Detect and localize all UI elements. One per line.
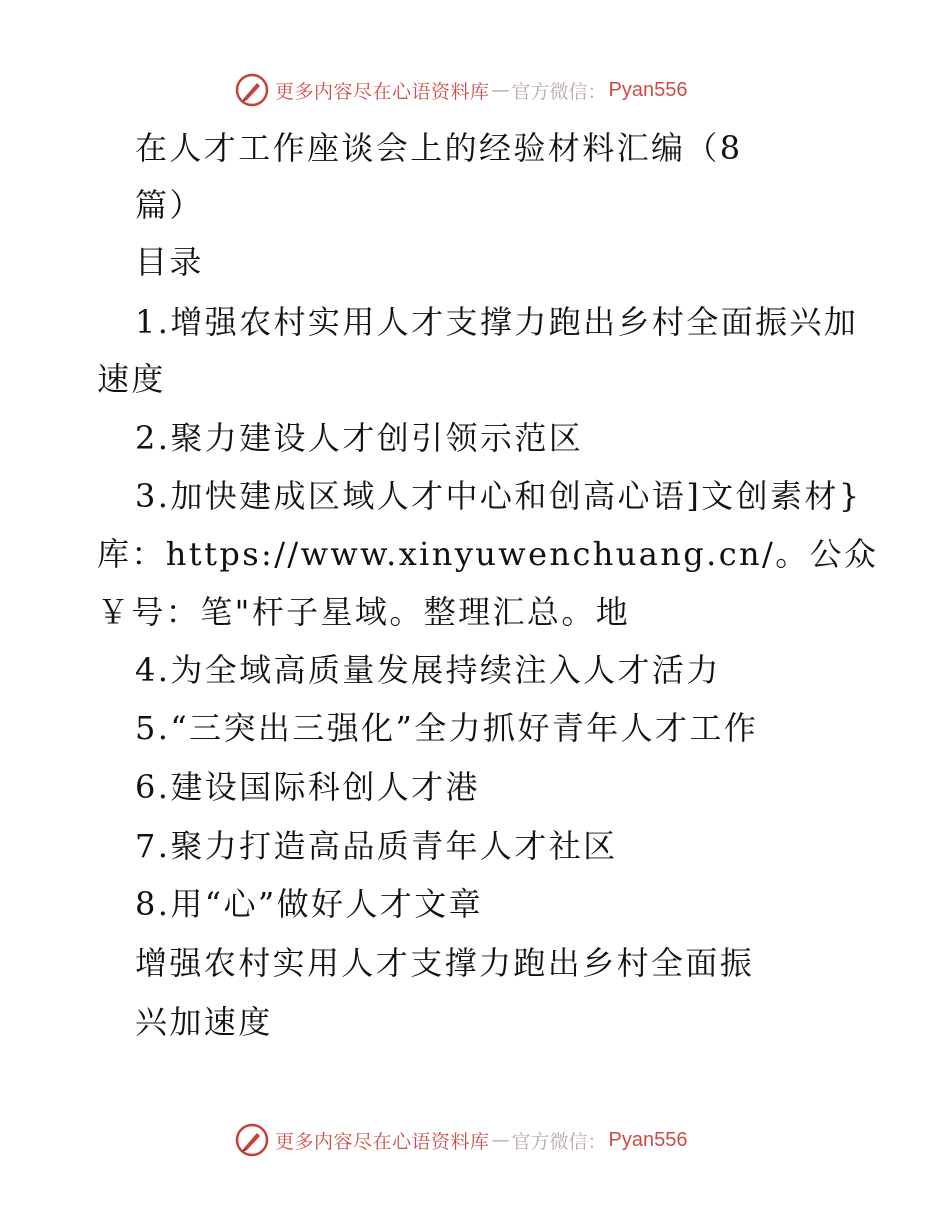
toc-item: 5.“三突出三强化”全力抓好青年人才工作: [135, 709, 759, 747]
separator: —: [491, 79, 510, 101]
wechat-label: 官方微信：: [511, 80, 607, 103]
document-title: 在人才工作座谈会上的经验材料汇编（8: [135, 129, 743, 167]
wechat-id: Pyan556: [608, 1128, 688, 1151]
toc-item: 3.加快建成区域人才中心和创高心语]文创素材}: [135, 477, 862, 515]
section-heading: 增强农村实用人才支撑力跑出乡村全面振: [135, 944, 755, 982]
toc-item: 4.为全域高质量发展持续注入人才活力: [135, 651, 721, 689]
toc-item: 1.增强农村实用人才支撑力跑出乡村全面振兴加: [135, 303, 859, 341]
promo-text: 更多内容尽在心语资料库: [275, 1130, 490, 1153]
toc-item-continued: 速度: [97, 360, 166, 398]
toc-heading: 目录: [135, 243, 204, 281]
section-heading-continued: 兴加速度: [135, 1003, 273, 1041]
red-pen-logo-icon: [235, 1123, 269, 1157]
header-watermark: [235, 72, 688, 108]
toc-item: 2.聚力建设人才创引领示范区: [135, 419, 584, 457]
footer-watermark: [235, 1122, 688, 1158]
separator: —: [491, 1129, 510, 1151]
red-pen-logo-icon: [235, 73, 269, 107]
document-title-continued: 篇）: [135, 186, 204, 224]
wechat-id: Pyan556: [608, 78, 688, 101]
toc-item-continued: 库：https://www.xinyuwenchuang.cn/。公众: [97, 535, 879, 573]
toc-item: 8.用“心”做好人才文章: [135, 885, 484, 923]
toc-item-continued: ￥号：笔"杆子星域。整理汇总。地: [97, 593, 631, 631]
toc-item: 7.聚力打造高品质青年人才社区: [135, 827, 618, 865]
wechat-label: 官方微信：: [511, 1130, 607, 1153]
toc-item: 6.建设国际科创人才港: [135, 768, 480, 806]
promo-text: 更多内容尽在心语资料库: [275, 80, 490, 103]
